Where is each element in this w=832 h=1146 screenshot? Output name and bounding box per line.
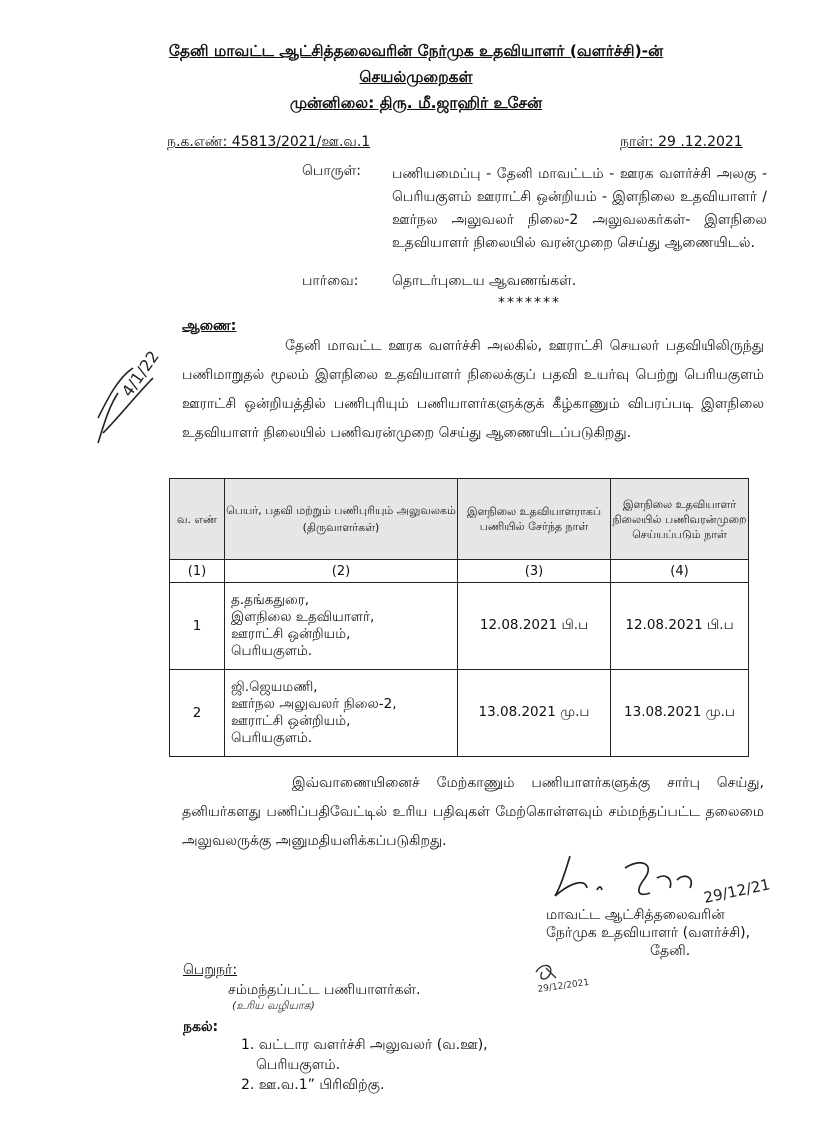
col-header-name: பெயர், பதவி மற்றும் பணிபுரியும் அலுவலகம் (திருவாளர்கள்) bbox=[225, 479, 458, 560]
row-name-cell bbox=[225, 670, 458, 757]
signature-scribble bbox=[545, 848, 775, 910]
copy-to-label: நகல்: bbox=[183, 1019, 219, 1035]
row-regularisation-date: 13.08.2021 மு.ப bbox=[611, 670, 749, 757]
reference-label: பார்வை: bbox=[302, 273, 359, 289]
copy-to-list bbox=[241, 1036, 488, 1096]
name-line: பெரியகுளம். bbox=[231, 643, 313, 659]
recipient-label: பெறுநர்: bbox=[183, 962, 238, 978]
recipient-handwritten-note: (உரிய வழியாக) bbox=[232, 999, 315, 1012]
closing-paragraph: இவ்வாணையினைச் மேற்காணும் பணியாளர்களுக்கு சார்பு செய்து, தனியர்களது பணிப்பதிவேட்டில் உரிய பதிவுகள் மேற்கொள்ளவும் சம்மந்தப்பட்ட தலைமை அலுவலருக்கு அனுமதியளிக்கப்படுகிறது. bbox=[182, 775, 764, 849]
separator-stars: ******* bbox=[498, 295, 561, 311]
subject-text: பணியமைப்பு - தேனி மாவட்டம் - ஊரக வளர்ச்சி அலகு - பெரியகுளம் ஊராட்சி ஒன்றியம் - இளநிலை உதவியாளர் / ஊர்நல அலுவலர் நிலை-2 அலுவலகர்கள்- இளநிலை உதவியாளர் நிலையில் வரன்முறை செய்து ஆணையிடல். bbox=[392, 166, 767, 251]
copy-item-line: 2. ஊ.வ.1” பிரிவிற்கு. bbox=[241, 1077, 385, 1093]
col-number: (1) bbox=[170, 560, 225, 583]
margin-initials-text: 4/1/22 bbox=[117, 347, 163, 401]
copy-item-line: பெரியகுளம். bbox=[256, 1057, 341, 1073]
despatch-initials-stamp bbox=[528, 958, 618, 996]
signatory-line-2: நேர்முக உதவியாளர் (வளர்ச்சி), bbox=[546, 925, 751, 941]
signature-handwritten-date: 29/12/21 bbox=[702, 875, 772, 907]
name-line: ஊராட்சி ஒன்றியம், bbox=[231, 626, 351, 642]
col-header-sno: வ. எண் bbox=[170, 479, 225, 560]
header-line-1: தேனி மாவட்ட ஆட்சித்தலைவரின் நேர்முக உதவியாளர் (வளர்ச்சி)-ன் bbox=[168, 42, 664, 60]
name-line: பெரியகுளம். bbox=[231, 730, 313, 746]
list-item bbox=[241, 1076, 488, 1094]
list-item bbox=[241, 1036, 488, 1074]
order-heading: ஆணை: bbox=[182, 318, 237, 334]
reference-text: தொடர்புடைய ஆவணங்கள். bbox=[392, 273, 577, 289]
subject-label: பொருள்: bbox=[302, 163, 361, 179]
row-name-cell bbox=[225, 583, 458, 670]
col-number: (3) bbox=[458, 560, 611, 583]
header-line-2: செயல்முறைகள் bbox=[359, 68, 473, 86]
despatch-date: 29/12/2021 bbox=[537, 977, 590, 995]
signatory-line-1: மாவட்ட ஆட்சித்தலைவரின் bbox=[546, 907, 725, 923]
copy-item-line: 1. வட்டார வளர்ச்சி அலுவலர் (வ.ஊ), bbox=[241, 1037, 488, 1053]
order-date: நாள்: 29 .12.2021 bbox=[620, 134, 743, 150]
reference-number: ந.க.எண்: 45813/2021/ஊ.வ.1 bbox=[167, 134, 371, 150]
signatory-city: தேனி. bbox=[650, 943, 691, 959]
col-header-regularisation-date: இளநிலை உதவியாளர் நிலையில் பணிவரன்முறை செய்யப்படும் நாள் bbox=[611, 479, 749, 560]
name-line: ஜி.ஜெயமணி, bbox=[231, 679, 318, 695]
regularisation-table bbox=[169, 478, 749, 757]
name-line: ஊர்நல அலுவலர் நிலை-2, bbox=[231, 696, 397, 712]
recipient-value: சம்மந்தப்பட்ட பணியாளர்கள். bbox=[228, 982, 421, 998]
col-number: (2) bbox=[225, 560, 458, 583]
margin-initials-signature bbox=[78, 338, 178, 458]
table-row bbox=[170, 670, 749, 757]
row-regularisation-date: 12.08.2021 பி.ப bbox=[611, 583, 749, 670]
order-paragraph: தேனி மாவட்ட ஊரக வளர்ச்சி அலகில், ஊராட்சி செயலர் பதவியிலிருந்து பணிமாறுதல் மூலம் இளநிலை உதவியாளர் நிலைக்குப் பதவி உயர்வு பெற்று பெரியகுளம் ஊராட்சி ஒன்றியத்தில் பணிபுரியும் பணியாளர்களுக்குக் கீழ்காணும் விபரப்படி இளநிலை உதவியாளர் நிலையில் பணிவரன்முறை செய்து ஆணையிடப்படுகிறது. bbox=[182, 338, 764, 441]
row-sno: 2 bbox=[170, 670, 225, 757]
row-sno: 1 bbox=[170, 583, 225, 670]
signature-block bbox=[546, 906, 750, 960]
name-line: ஊராட்சி ஒன்றியம், bbox=[231, 713, 351, 729]
name-line: த.தங்கதுரை, bbox=[231, 592, 310, 608]
row-joining-date: 13.08.2021 மு.ப bbox=[458, 670, 611, 757]
table-row bbox=[170, 583, 749, 670]
header-presided-by: முன்னிலை: திரு. மீ.ஜாஹிர் உசேன் bbox=[289, 94, 543, 112]
col-number: (4) bbox=[611, 560, 749, 583]
row-joining-date: 12.08.2021 பி.ப bbox=[458, 583, 611, 670]
name-line: இளநிலை உதவியாளர், bbox=[231, 609, 375, 625]
col-header-joining-date: இளநிலை உதவியாளராகப் பணியில் சேர்ந்த நாள் bbox=[458, 479, 611, 560]
